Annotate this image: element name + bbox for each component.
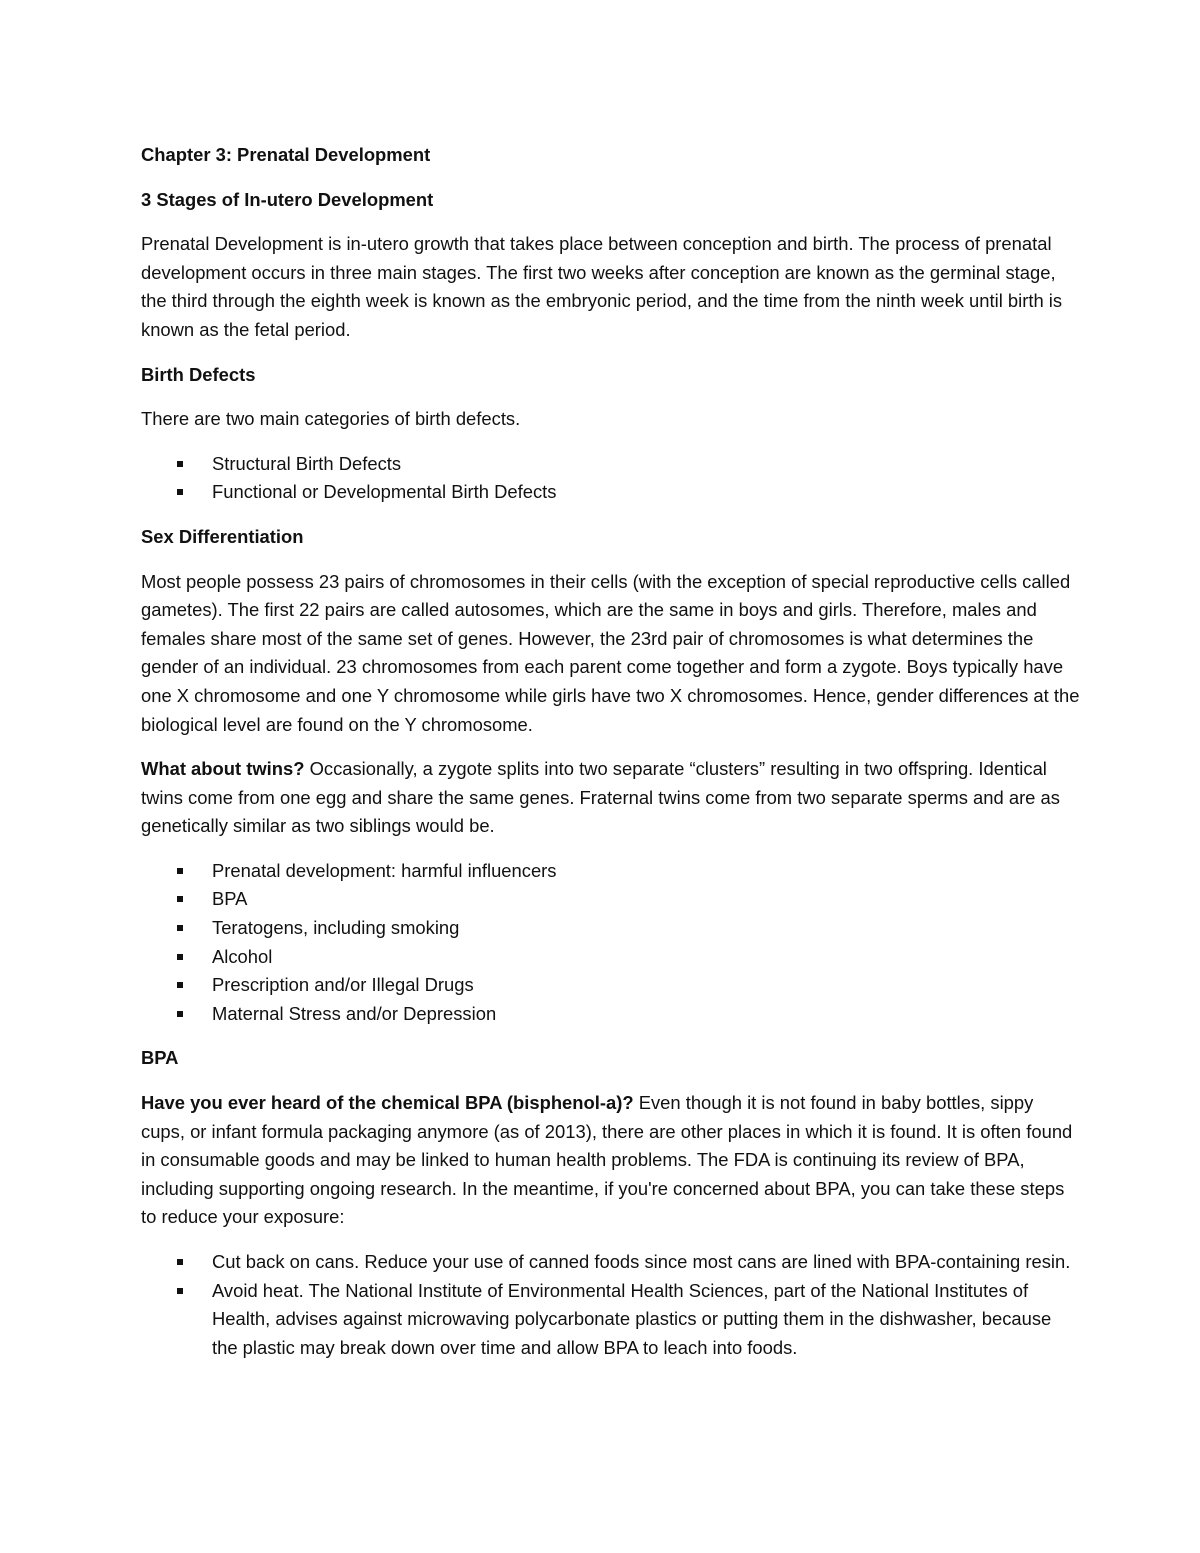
list-item: [141, 914, 1080, 943]
square-bullet-icon: [177, 1011, 183, 1017]
twins-text: Occasionally, a zygote splits into two separate “clusters” resulting in two offspring. Identical twins come from one egg and share the same genes. Fraternal twins come from two separate sperms and are as genetically similar as two siblings would be.: [141, 758, 1060, 837]
list-item: [141, 1277, 1080, 1363]
square-bullet-icon: [177, 982, 183, 988]
section-heading-sex-differentiation: Sex Differentiation: [141, 525, 304, 547]
list-item: [141, 1248, 1080, 1277]
bpa-steps-list: [141, 1248, 1080, 1362]
list-item-text: Cut back on cans. Reduce your use of canned foods since most cans are lined with BPA-containing resin.: [212, 1251, 1071, 1272]
square-bullet-icon: [177, 1288, 183, 1294]
square-bullet-icon: [177, 489, 183, 495]
square-bullet-icon: [177, 868, 183, 874]
list-item: [141, 971, 1080, 1000]
bpa-lead: Have you ever heard of the chemical BPA (bisphenol-a)?: [141, 1092, 634, 1114]
list-item: [141, 885, 1080, 914]
chapter-title: Chapter 3: Prenatal Development: [141, 144, 431, 165]
section-heading-stages: 3 Stages of In-utero Development: [141, 188, 434, 210]
stages-paragraph: Prenatal Development is in-utero growth that takes place between conception and birth. The process of prenatal development occurs in three main stages. The first two weeks after conception are known as the germinal stage, the third through the eighth week is known as the embryonic period, and the time from the ninth week until birth is known as the fetal period.: [141, 233, 1063, 340]
list-item-text: Alcohol: [212, 945, 273, 967]
bpa-paragraph: [141, 1089, 1080, 1232]
list-item-text: Prescription and/or Illegal Drugs: [212, 974, 474, 996]
list-item-text: Functional or Developmental Birth Defects: [212, 481, 557, 503]
list-item-text: Teratogens, including smoking: [212, 917, 460, 939]
square-bullet-icon: [177, 925, 183, 931]
list-item-text: Maternal Stress and/or Depression: [212, 1002, 497, 1024]
list-item-text: Avoid heat. The National Institute of Environmental Health Sciences, part of the National Institutes of Health, advises against microwaving polycarbonate plastics or putting them in the dishwasher, because the plastic may break down over time and allow BPA to leach into foods.: [212, 1279, 1052, 1358]
twins-paragraph: [141, 755, 1080, 841]
influencers-list: [141, 857, 1080, 1029]
square-bullet-icon: [177, 896, 183, 902]
sex-differentiation-paragraph: Most people possess 23 pairs of chromosomes in their cells (with the exception of special reproductive cells called gametes). The first 22 pairs are called autosomes, which are the same in boys and girls. Therefore, males and females share most of the same set of genes. However, the 23rd pair of chromosomes is what determines the gender of an individual. 23 chromosomes from each parent come together and form a zygote. Boys typically have one X chromosome and one Y chromosome while girls have two X chromosomes. Hence, gender differences at the biological level are found on the Y chromosome.: [141, 570, 1080, 735]
list-item: [141, 478, 1080, 507]
birth-defects-list: [141, 450, 1080, 507]
list-item: [141, 450, 1080, 479]
list-item-text: BPA: [212, 888, 248, 910]
list-item: [141, 1000, 1080, 1029]
twins-lead: What about twins?: [141, 758, 305, 780]
section-heading-birth-defects: Birth Defects: [141, 363, 256, 385]
bpa-text: Even though it is not found in baby bottles, sippy cups, or infant formula packaging anymore (as of 2013), there are other places in which it is found. It is often found in consumable goods and may be linked to human health problems. The FDA is continuing its review of BPA, including supporting ongoing research. In the meantime, if you're concerned about BPA, you can take these steps to reduce your exposure:: [141, 1092, 1073, 1228]
birth-defects-paragraph: There are two main categories of birth defects.: [141, 408, 521, 430]
list-item-text: Prenatal development: harmful influencers: [212, 859, 557, 881]
list-item: [141, 943, 1080, 972]
list-item: [141, 857, 1080, 886]
section-heading-bpa: BPA: [141, 1047, 179, 1069]
square-bullet-icon: [177, 1259, 183, 1265]
square-bullet-icon: [177, 954, 183, 960]
list-item-text: Structural Birth Defects: [212, 452, 402, 474]
square-bullet-icon: [177, 461, 183, 467]
